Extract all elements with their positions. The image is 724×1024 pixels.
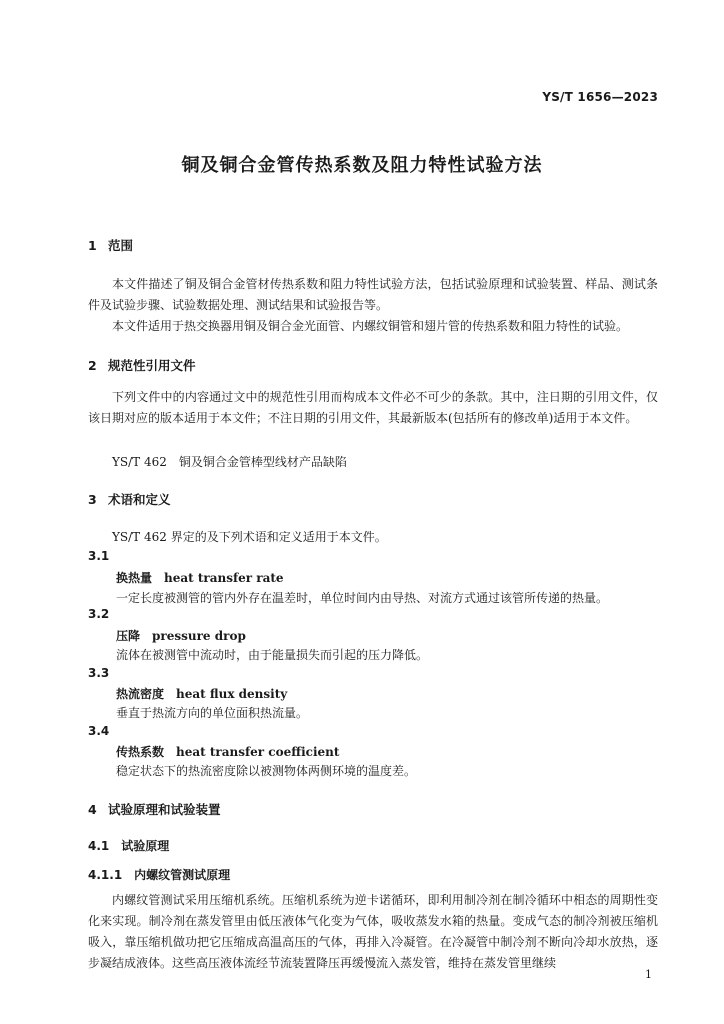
term-number: 3.3	[88, 666, 110, 680]
term-number: 3.1	[88, 549, 110, 563]
section-1-paragraph-1: 本文件描述了铜及铜合金管材传热系数和阻力特性试验方法，包括试验原理和试验装置、样品、测试条件及试验步骤、试验数据处理、测试结果和试验报告等。	[88, 277, 658, 312]
subsection-number: 4.1	[88, 839, 110, 853]
term-english: heat transfer coefficient	[176, 745, 340, 759]
subsection-4-1-heading	[88, 837, 169, 854]
term-entry	[116, 569, 284, 586]
term-number: 3.4	[88, 724, 110, 738]
section-1-heading	[88, 236, 133, 254]
section-2-heading	[88, 356, 196, 374]
subsection-title: 内螺纹管测试原理	[134, 868, 231, 882]
section-3-intro: YS/T 462 界定的及下列术语和定义适用于本文件。	[112, 530, 387, 544]
term-chinese: 传热系数	[116, 745, 165, 759]
section-number: 4	[88, 802, 97, 817]
section-title: 试验原理和试验装置	[108, 802, 221, 817]
term-chinese: 换热量	[116, 571, 153, 585]
section-title: 规范性引用文件	[108, 358, 196, 373]
term-definition: 一定长度被测管的管内外存在温差时，单位时间内由导热、对流方式通过该管所传递的热量。	[116, 591, 609, 605]
section-4-paragraph-1: 内螺纹管测试采用压缩机系统。压缩机系统为逆卡诺循环，即利用制冷剂在制冷循环中相态的周期性变化来实现。制冷剂在蒸发管里由低压液体气化变为气体，吸收蒸发水箱的热量。变成气态的制冷剂被压缩机吸入，靠压缩机做功把它压缩成高温高压的气体，再排入冷凝管。在冷凝管中制冷剂不断向冷却水放热，逐步凝结成液体。这些高压液体流经节流装置降压再缓慢流入蒸发管，维持在蒸发管里继续	[88, 893, 658, 970]
term-english: pressure drop	[152, 629, 246, 643]
section-number: 2	[88, 358, 97, 373]
section-3-heading	[88, 490, 171, 508]
subsection-4-1-1-heading	[88, 866, 230, 883]
term-definition: 垂直于热流方向的单位面积热流量。	[116, 706, 309, 720]
term-entry	[116, 685, 287, 702]
document-title: 铜及铜合金管传热系数及阻力特性试验方法	[181, 155, 543, 176]
page-number: 1	[645, 968, 652, 981]
section-1-paragraph-2: 本文件适用于热交换器用铜及铜合金光面管、内螺纹铜管和翅片管的传热系数和阻力特性的试验。	[112, 319, 629, 333]
section-2-paragraph-1: 下列文件中的内容通过文中的规范性引用而构成本文件必不可少的条款。其中，注日期的引用文件，仅该日期对应的版本适用于本文件；不注日期的引用文件，其最新版本(包括所有的修改单)适用于本文件。	[88, 390, 658, 425]
standard-code: YS/T 1656—2023	[542, 90, 658, 104]
section-4-heading	[88, 800, 221, 818]
term-number: 3.2	[88, 607, 110, 621]
term-chinese: 压降	[116, 629, 141, 643]
term-english: heat flux density	[176, 687, 288, 701]
section-number: 3	[88, 492, 97, 507]
term-chinese: 热流密度	[116, 687, 165, 701]
section-number: 1	[88, 238, 97, 253]
term-definition: 流体在被测管中流动时，由于能量损失而引起的压力降低。	[116, 648, 429, 662]
section-title: 术语和定义	[108, 492, 171, 507]
section-title: 范围	[108, 238, 134, 253]
subsection-number: 4.1.1	[88, 868, 123, 882]
term-entry	[116, 743, 339, 760]
normative-reference: YS/T 462 铜及铜合金管棒型线材产品缺陷	[112, 455, 347, 469]
subsection-title: 试验原理	[121, 839, 170, 853]
term-english: heat transfer rate	[164, 571, 284, 585]
term-definition: 稳定状态下的热流密度除以被测物体两侧环境的温度差。	[116, 764, 417, 778]
term-entry	[116, 627, 246, 644]
